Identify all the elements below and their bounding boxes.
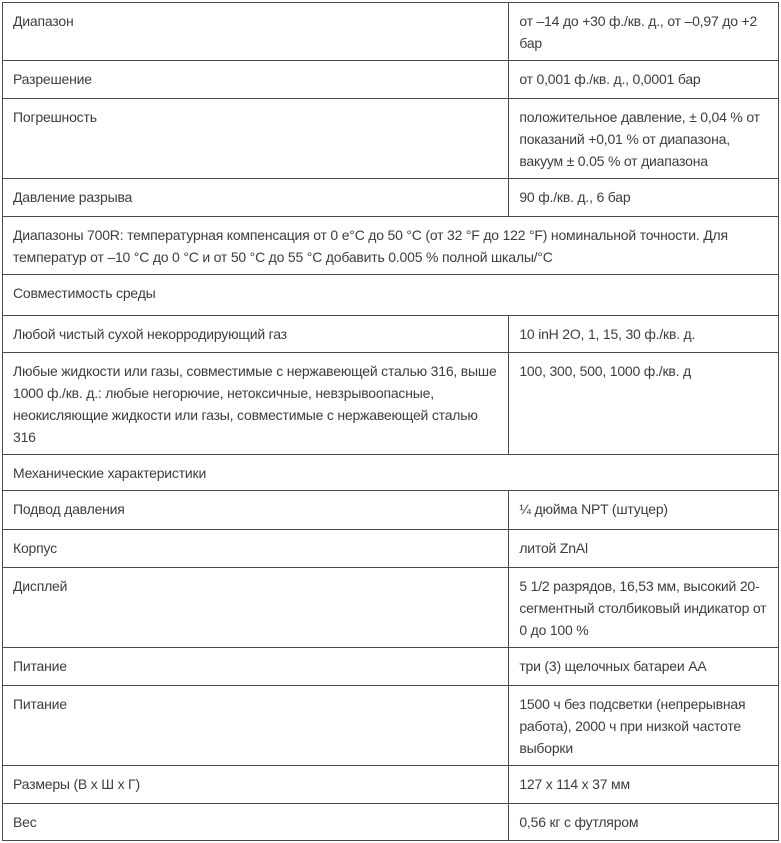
spec-table-body <box>3 3 779 841</box>
table-row <box>3 353 779 455</box>
table-row <box>3 491 779 530</box>
spec-section-label: Диапазоны 700R: температурная компенсация от 0 е°С до 50 °C (от 32 °F до 122 °F) номинальной точности. Для температур от –10 °C до 0 °C и от 50 °C до 55 °C добавить 0.005 % полной шкалы/°C <box>3 217 779 275</box>
table-row <box>3 99 779 179</box>
spec-value: от –14 до +30 ф./кв. д., от –0,97 до +2 бар <box>509 3 779 61</box>
spec-section-label: Совместимость среды <box>3 275 779 316</box>
spec-label: Давление разрыва <box>3 179 509 217</box>
spec-label: Подвод давления <box>3 491 509 530</box>
spec-value: 100, 300, 500, 1000 ф./кв. д <box>509 353 779 455</box>
spec-table <box>2 2 779 841</box>
spec-value: ¼ дюйма NPT (штуцер) <box>509 491 779 530</box>
spec-label: Диапазон <box>3 3 509 61</box>
table-row <box>3 804 779 841</box>
spec-label: Питание <box>3 686 509 766</box>
spec-label: Вес <box>3 804 509 841</box>
spec-value: 1500 ч без подсветки (непрерывная работа), 2000 ч при низкой частоте выборки <box>509 686 779 766</box>
spec-label: Погрешность <box>3 99 509 179</box>
table-row <box>3 568 779 648</box>
table-row <box>3 530 779 568</box>
spec-label: Размеры (В х Ш х Г) <box>3 766 509 804</box>
spec-value: 127 x 114 x 37 мм <box>509 766 779 804</box>
table-row <box>3 316 779 353</box>
spec-value: литой ZnAl <box>509 530 779 568</box>
spec-label: Дисплей <box>3 568 509 648</box>
spec-label: Любые жидкости или газы, совместимые с нержавеющей сталью 316, выше 1000 ф./кв. д.: любые негорючие, нетоксичные, невзрывоопасные, неокисляющие жидкости или газы, совместимые с нержавеющей сталью 316 <box>3 353 509 455</box>
spec-value: 0,56 кг с футляром <box>509 804 779 841</box>
spec-value: 10 inH 2O, 1, 15, 30 ф./кв. д. <box>509 316 779 353</box>
table-row <box>3 3 779 61</box>
table-row <box>3 179 779 217</box>
spec-label: Корпус <box>3 530 509 568</box>
table-row <box>3 648 779 686</box>
spec-label: Питание <box>3 648 509 686</box>
spec-section-label: Механические характеристики <box>3 455 779 491</box>
spec-value: 5 1/2 разрядов, 16,53 мм, высокий 20-сегментный столбиковый индикатор от 0 до 100 % <box>509 568 779 648</box>
table-row-section <box>3 217 779 275</box>
table-row <box>3 686 779 766</box>
table-row-section <box>3 275 779 316</box>
table-row-section <box>3 455 779 491</box>
table-row <box>3 61 779 99</box>
spec-value: положительное давление, ± 0,04 % от показаний +0,01 % от диапазона, вакуум ± 0.05 % от диапазона <box>509 99 779 179</box>
spec-value: 90 ф./кв. д., 6 бар <box>509 179 779 217</box>
spec-value: три (3) щелочных батареи АА <box>509 648 779 686</box>
table-row <box>3 766 779 804</box>
spec-label: Разрешение <box>3 61 509 99</box>
spec-label: Любой чистый сухой некорродирующий газ <box>3 316 509 353</box>
spec-value: от 0,001 ф./кв. д., 0,0001 бар <box>509 61 779 99</box>
